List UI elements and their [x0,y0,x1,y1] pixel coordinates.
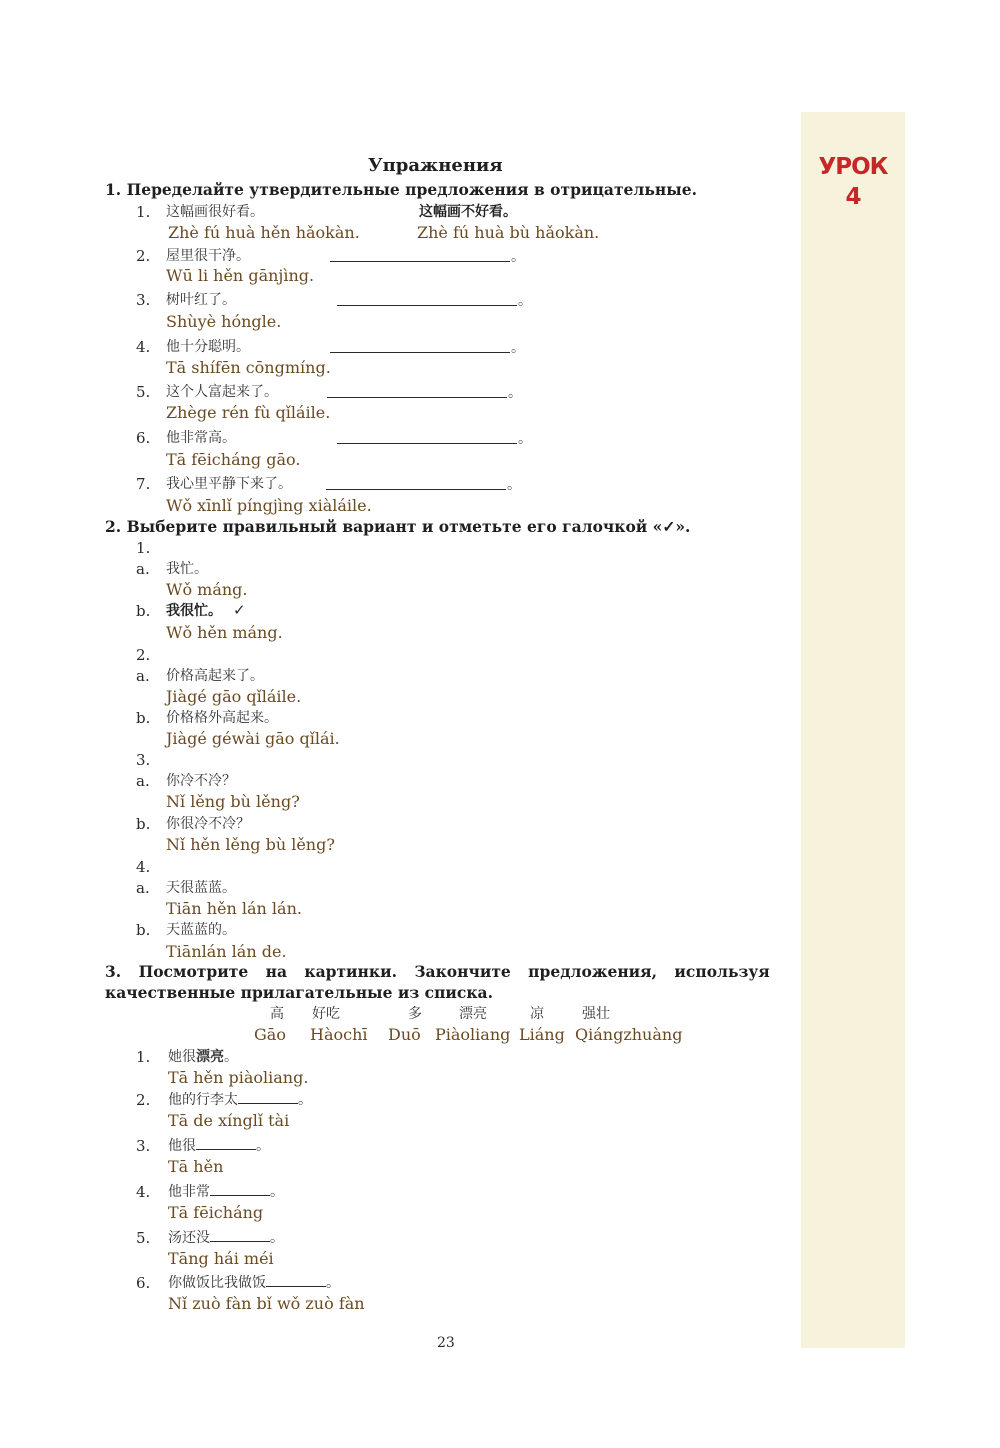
ex3-item-number: 3. [136,1137,151,1155]
option-b-chinese[interactable]: 天蓝蓝的。 [166,922,236,938]
option-a-pinyin: Wǒ máng. [166,580,248,599]
ex1-item-end: 。 [518,431,532,447]
ex1-item-number: 7. [136,475,151,493]
ex1-item-end: 。 [507,477,521,493]
word-list-chinese: 高 [270,1006,284,1022]
ex2-instruction: 2. Выберите правильный вариант и отметьте его галочкой «✓». [105,517,691,536]
option-b-chinese[interactable]: 我很忙。 [166,603,222,619]
ex3-item-number: 5. [136,1229,151,1247]
ex3-item-sentence [168,1182,284,1202]
ex3-item-chinese: 他非常 [168,1184,210,1200]
word-list-pinyin: Qiángzhuàng [575,1025,683,1044]
ex2-group-number: 4. [136,858,151,876]
option-label-a: a. [136,560,150,578]
ex1-item-number: 5. [136,383,151,401]
option-a-chinese[interactable]: 天很蓝蓝。 [166,880,236,896]
ex1-item-end: 。 [511,249,525,265]
ex1-item-number: 1. [136,203,151,221]
answer-blank[interactable] [210,1183,270,1196]
ex1-item-end: 。 [508,385,522,401]
ex1-item-number: 2. [136,247,151,265]
ex1-item-chinese: 他十分聪明。 [166,339,250,355]
option-label-a: a. [136,772,150,790]
word-list-chinese: 凉 [530,1006,544,1022]
ex1-instruction: 1. Переделайте утвердительные предложения в отрицательные. [105,180,698,199]
ex1-answer-pinyin: Zhè fú huà bù hǎokàn. [417,223,600,242]
option-b-chinese[interactable]: 价格格外高起来。 [166,710,278,726]
option-a-pinyin: Tiān hěn lán lán. [166,899,302,918]
ex3-item-sentence [168,1090,312,1110]
ex3-item-number: 6. [136,1274,151,1292]
page-number: 23 [437,1335,455,1351]
lesson-title: УРОК [818,154,888,180]
ex1-item-number: 3. [136,291,151,309]
option-label-b: b. [136,709,151,727]
ex3-item-end: 。 [270,1184,284,1200]
ex2-group-number: 2. [136,646,151,664]
word-list-chinese: 漂亮 [459,1006,487,1022]
word-list-pinyin: Liáng [519,1025,565,1044]
option-b-chinese[interactable]: 你很冷不冷？ [166,816,250,832]
option-label-b: b. [136,815,151,833]
option-label-b: b. [136,921,151,939]
option-label-a: a. [136,667,150,685]
ex1-item-chinese: 这个人富起来了。 [166,384,278,400]
option-b-pinyin: Tiānlán lán de. [166,942,287,961]
word-list-chinese: 多 [408,1006,422,1022]
option-b-pinyin: Wǒ hěn máng. [166,623,283,642]
answer-blank[interactable] [266,1274,326,1287]
ex1-item-end: 。 [511,340,525,356]
chapter-sidebar [801,112,905,1348]
ex3-item-answer: 漂亮 [196,1049,224,1065]
ex3-item-end: 。 [270,1230,284,1246]
answer-blank[interactable] [337,305,517,306]
word-list-pinyin: Duō [388,1025,421,1044]
ex3-item-chinese: 你做饭比我做饭 [168,1275,266,1291]
ex2-group-number: 1. [136,539,151,557]
ex3-item-number: 1. [136,1048,151,1066]
ex1-item-chinese: 屋里很干净。 [166,248,250,264]
page-title: Упражнения [368,155,503,176]
ex3-item-chinese: 他的行李太 [168,1092,238,1108]
answer-blank[interactable] [327,397,507,398]
ex3-item-pinyin: Tā de xínglǐ tài [168,1111,290,1130]
answer-blank[interactable] [210,1229,270,1242]
lesson-badge [801,152,905,212]
ex3-item-pinyin: Tāng hái méi [168,1249,274,1268]
word-list-pinyin: Hàochī [310,1025,368,1044]
word-list-pinyin: Piàoliang [435,1025,511,1044]
ex3-item-pinyin: Tā hěn [168,1157,224,1176]
ex3-item-chinese: 她很 [168,1049,196,1065]
ex1-item-number: 4. [136,338,151,356]
ex3-item-pinyin: Tā fēicháng [168,1203,264,1222]
ex3-item-sentence [168,1136,270,1156]
ex1-item-pinyin: Shùyè hóngle. [166,312,282,331]
option-a-pinyin: Nǐ lěng bù lěng? [166,792,300,811]
ex3-item-pinyin: Nǐ zuò fàn bǐ wǒ zuò fàn [168,1294,365,1313]
option-a-chinese[interactable]: 我忙。 [166,561,208,577]
option-b-pinyin: Jiàgé géwài gāo qǐlái. [166,729,340,748]
ex3-item-pinyin: Tā hěn piàoliang. [168,1068,309,1087]
option-a-chinese[interactable]: 你冷不冷？ [166,773,236,789]
ex1-item-chinese: 我心里平静下来了。 [166,476,292,492]
option-label-b: b. [136,602,151,620]
ex1-item-pinyin: Tā fēicháng gāo. [166,450,301,469]
lesson-number: 4 [845,184,861,210]
ex1-item-number: 6. [136,429,151,447]
answer-blank[interactable] [330,261,510,262]
answer-blank[interactable] [330,352,510,353]
option-label-a: a. [136,879,150,897]
ex1-item-chinese: 树叶红了。 [166,292,236,308]
ex1-item-chinese: 他非常高。 [166,430,236,446]
option-b-pinyin: Nǐ hěn lěng bù lěng? [166,835,335,854]
ex1-item-pinyin: Wū li hěn gānjìng. [166,266,315,285]
word-list-chinese: 强壮 [582,1006,610,1022]
ex3-instruction-line1: 3. Посмотрите на картинки. Закончите предложения, используя [105,962,770,981]
answer-blank[interactable] [238,1091,298,1104]
ex3-item-end: 。 [326,1275,340,1291]
ex2-group-number: 3. [136,751,151,769]
ex3-item-sentence [168,1273,340,1293]
answer-blank[interactable] [326,489,506,490]
ex1-answer-chinese: 这幅画不好看。 [419,204,517,220]
ex3-item-number: 2. [136,1091,151,1109]
ex3-item-sentence [168,1047,238,1067]
ex3-item-end: 。 [298,1092,312,1108]
word-list-pinyin: Gāo [254,1025,286,1044]
ex3-item-chinese: 汤还没 [168,1230,210,1246]
ex3-item-end: 。 [256,1138,270,1154]
ex3-item-chinese: 他很 [168,1138,196,1154]
ex3-item-sentence [168,1228,284,1248]
ex1-item-pinyin: Zhège rén fù qǐláile. [166,403,331,422]
ex1-item-pinyin: Zhè fú huà hěn hǎokàn. [168,223,360,242]
answer-blank[interactable] [337,443,517,444]
ex3-instruction-line2: качественные прилагательные из списка. [105,983,493,1002]
ex3-item-number: 4. [136,1183,151,1201]
ex1-item-pinyin: Tā shífēn cōngmíng. [166,358,331,377]
word-list-chinese: 好吃 [312,1006,340,1022]
option-a-pinyin: Jiàgé gāo qǐláile. [166,687,302,706]
ex1-item-chinese: 这幅画很好看。 [166,204,264,220]
ex1-item-pinyin: Wǒ xīnlǐ píngjìng xiàláile. [166,496,372,515]
ex1-item-end: 。 [518,293,532,309]
ex3-item-end: 。 [224,1049,238,1065]
checkmark-icon: ✓ [233,601,246,619]
option-a-chinese[interactable]: 价格高起来了。 [166,668,264,684]
answer-blank[interactable] [196,1137,256,1150]
